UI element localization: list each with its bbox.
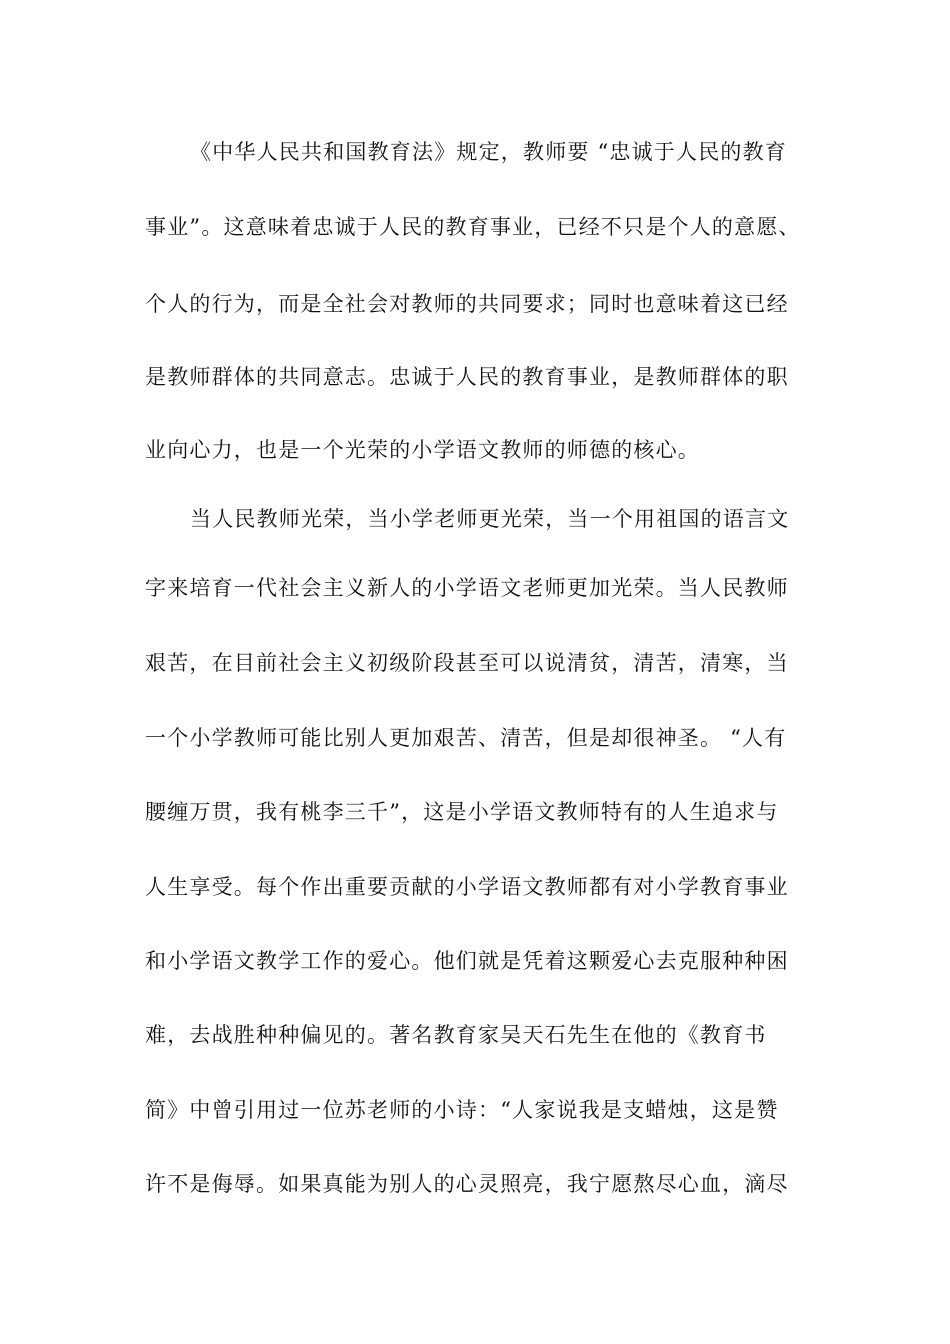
paragraph-1-line-1: 《中华人民共和国教育法》规定，教师要 “忠诚于人民的教育 (190, 140, 788, 164)
paragraph-1-line-2: 事业”。这意味着忠诚于人民的教育事业，已经不只是个人的意愿、 (145, 215, 801, 239)
paragraph-2-line-9: 简》中曾引用过一位苏老师的小诗：“人家说我是支蜡烛，这是赞 (145, 1098, 779, 1122)
paragraph-2-line-10: 许不是侮辱。如果真能为别人的心灵照亮，我宁愿熬尽心血，滴尽 (145, 1172, 789, 1196)
paragraph-2-line-1: 当人民教师光荣，当小学老师更光荣，当一个用祖国的语言文 (190, 507, 790, 531)
paragraph-2-line-7: 和小学语文教学工作的爱心。他们就是凭着这颗爱心去克服种种困 (145, 949, 789, 973)
paragraph-1-line-5: 业向心力，也是一个光荣的小学语文教师的师德的核心。 (145, 438, 700, 462)
paragraph-2-line-6: 人生享受。每个作出重要贡献的小学语文教师都有对小学教育事业 (145, 875, 789, 899)
paragraph-2-line-8: 难，去战胜种种偏见的。著名教育家吴天石先生在他的《教育书 (145, 1023, 767, 1047)
paragraph-2-line-4: 一个小学教师可能比别人更加艰苦、清苦，但是却很神圣。 “人有 (145, 726, 787, 750)
paragraph-2-line-5: 腰缠万贯，我有桃李三千”，这是小学语文教师特有的人生追求与 (145, 800, 779, 824)
paragraph-1-line-4: 是教师群体的共同意志。忠诚于人民的教育事业，是教师群体的职 (145, 365, 789, 389)
paragraph-1-line-3: 个人的行为，而是全社会对教师的共同要求；同时也意味着这已经 (145, 292, 789, 316)
paragraph-2-line-2: 字来培育一代社会主义新人的小学语文老师更加光荣。当人民教师 (145, 576, 789, 600)
paragraph-2-line-3: 艰苦，在目前社会主义初级阶段甚至可以说清贫，清苦，清寒，当 (145, 651, 789, 675)
